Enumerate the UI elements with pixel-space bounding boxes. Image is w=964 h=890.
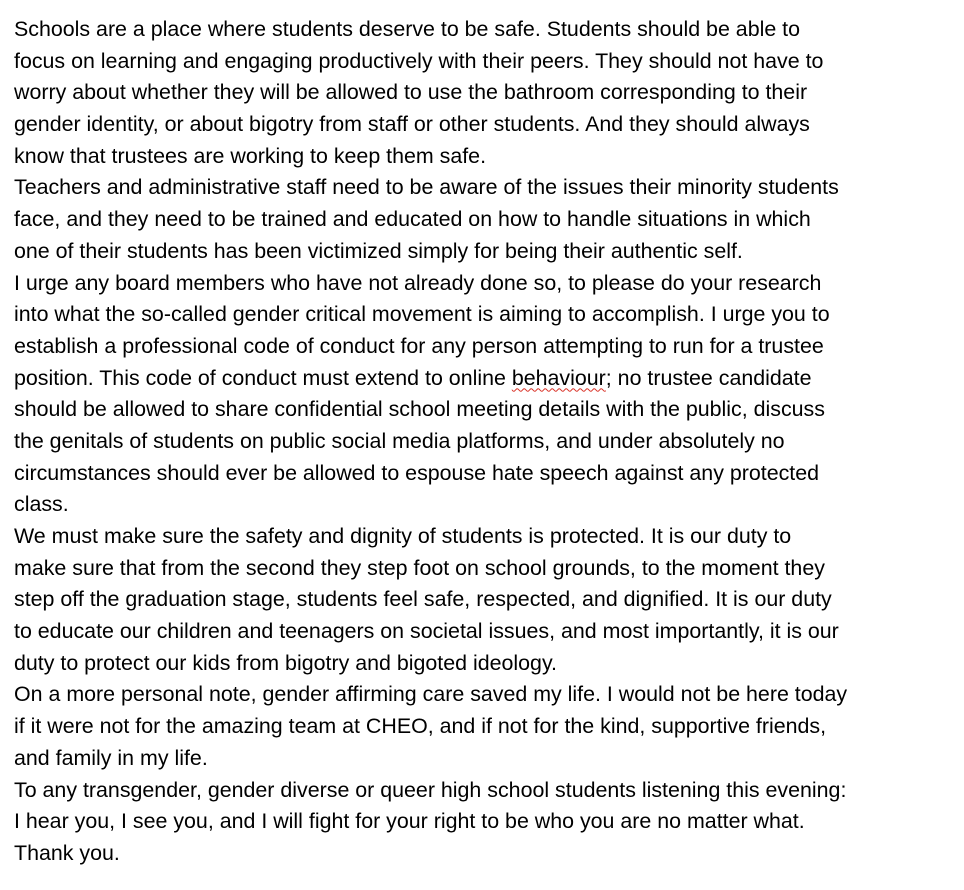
paragraph-2 [14,172,958,267]
text-line: Schools are a place where students deserve to be safe. Students should be able to [14,17,801,41]
paragraph-5 [14,679,958,774]
text-segment: ; no trustee candidate [605,365,812,390]
text-line: I urge any board members who have not already done so, to please do your research [14,270,822,295]
text-line: and family in my life. [14,745,208,770]
text-segment: position. This code of conduct must extend to online [14,365,512,390]
text-line: On a more personal note, gender affirming care saved my life. I would not be here today [14,682,848,707]
text-line: I hear you, I see you, and I will fight for your right to be who you are no matter what. [14,809,805,834]
text-line: focus on learning and engaging productively with their peers. They should not have to [14,48,824,73]
text-line: to educate our children and teenagers on societal issues, and most importantly, it is our [14,619,839,644]
paragraph-3 [14,268,958,522]
text-line: worry about whether they will be allowed to use the bathroom corresponding to their [14,80,808,105]
text-line: duty to protect our kids from bigotry and bigoted ideology. [14,650,557,675]
paragraph-closing [14,838,958,870]
document-body[interactable] [14,14,958,870]
text-line: make sure that from the second they step foot on school grounds, to the moment they [14,555,825,580]
text-line: establish a professional code of conduct for any person attempting to run for a trustee [14,333,824,358]
paragraph-4 [14,521,958,679]
text-line-with-spell-error [14,363,958,395]
text-line: class. [14,492,69,517]
text-line: know that trustees are working to keep them safe. [14,143,487,168]
text-line: To any transgender, gender diverse or queer high school students listening this evening: [14,777,847,802]
text-line: should be allowed to share confidential school meeting details with the public, discuss [14,397,825,422]
text-line: step off the graduation stage, students feel safe, respected, and dignified. It is our duty [14,587,832,612]
text-line: Teachers and administrative staff need to be aware of the issues their minority students [14,175,839,200]
text-line: into what the so-called gender critical movement is aiming to accomplish. I urge you to [14,302,830,327]
text-line: if it were not for the amazing team at CHEO, and if not for the kind, supportive friends, [14,714,827,739]
text-line: face, and they need to be trained and educated on how to handle situations in which [14,207,811,232]
paragraph-6 [14,775,958,838]
paragraph-1 [14,14,958,172]
text-line: We must make sure the safety and dignity of students is protected. It is our duty to [14,524,792,548]
text-line: circumstances should ever be allowed to espouse hate speech against any protected [14,460,820,485]
text-line: Thank you. [14,840,120,865]
text-line: gender identity, or about bigotry from staff or other students. And they should always [14,112,810,137]
text-line: one of their students has been victimized simply for being their authentic self. [14,238,743,263]
misspelled-word[interactable]: behaviour [511,365,606,390]
text-line: the genitals of students on public social media platforms, and under absolutely no [14,428,785,453]
